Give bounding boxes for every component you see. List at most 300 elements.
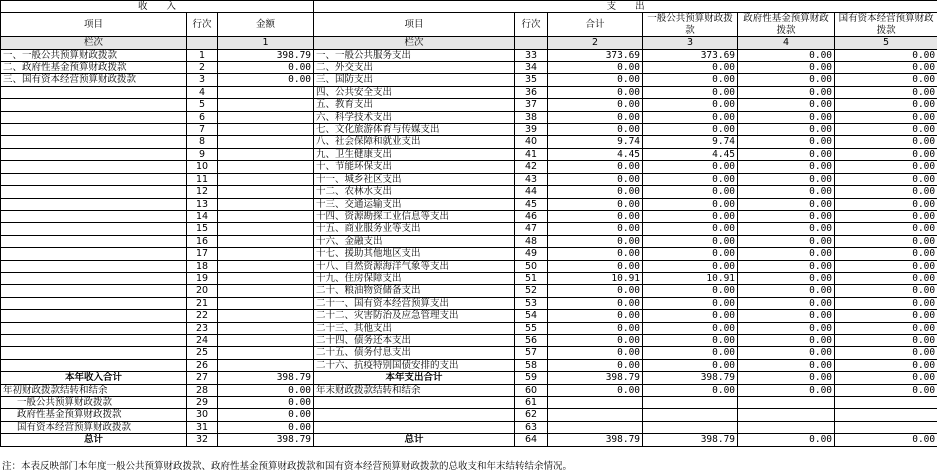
expense-row-no-cell: 55 — [515, 322, 548, 334]
income-amount-cell: 0.00 — [218, 74, 314, 86]
summary-income-item: 政府性基金预算财政拨款 — [1, 409, 187, 421]
state-capital-cell: 0.00 — [835, 49, 937, 61]
income-item-cell — [1, 235, 187, 247]
expense-item-cell: 七、文化旅游体育与传媒支出 — [314, 124, 515, 136]
income-item-cell — [1, 310, 187, 322]
table-row — [1, 210, 937, 222]
expense-item-cell: 二、外交支出 — [314, 62, 515, 74]
gov-fund-cell: 0.00 — [738, 359, 835, 371]
state-capital-cell: 0.00 — [835, 186, 937, 198]
summary-gov-fund-cell — [738, 421, 835, 433]
expense-row-no-cell: 34 — [515, 62, 548, 74]
income-amount-cell — [218, 322, 314, 334]
total-cell: 0.00 — [548, 173, 643, 185]
income-section-title: 收 入 — [1, 1, 314, 13]
summary-total-cell — [548, 397, 643, 409]
expense-col-label-blank — [515, 37, 548, 49]
gov-fund-cell: 0.00 — [738, 223, 835, 235]
general-budget-cell: 0.00 — [643, 186, 738, 198]
gov-fund-cell: 0.00 — [738, 136, 835, 148]
state-capital-cell: 0.00 — [835, 310, 937, 322]
summary-income-amount: 398.79 — [218, 372, 314, 384]
summary-gov-fund-cell: 0.00 — [738, 384, 835, 396]
table-row — [1, 49, 937, 61]
expense-row-no-cell: 47 — [515, 223, 548, 235]
summary-general-budget-cell — [643, 421, 738, 433]
general-budget-cell: 0.00 — [643, 322, 738, 334]
gov-fund-header: 政府性基金预算财政拨款 — [738, 13, 835, 37]
summary-expense-row-no: 62 — [515, 409, 548, 421]
income-amount-cell — [218, 235, 314, 247]
expense-row-no-cell: 49 — [515, 248, 548, 260]
state-capital-cell: 0.00 — [835, 347, 937, 359]
expense-item-header: 项目 — [314, 13, 515, 37]
general-budget-cell: 0.00 — [643, 124, 738, 136]
total-cell: 0.00 — [548, 260, 643, 272]
summary-expense-item — [314, 409, 515, 421]
summary-row — [1, 409, 937, 421]
col-num-2: 2 — [548, 37, 643, 49]
summary-row — [1, 421, 937, 433]
summary-income-row-no: 31 — [187, 421, 218, 433]
state-capital-cell: 0.00 — [835, 198, 937, 210]
income-item-cell — [1, 210, 187, 222]
general-budget-cell: 0.00 — [643, 260, 738, 272]
general-budget-cell: 0.00 — [643, 334, 738, 346]
state-capital-cell: 0.00 — [835, 334, 937, 346]
expense-row-no-cell: 43 — [515, 173, 548, 185]
expense-item-cell: 二十、粮油物资储备支出 — [314, 285, 515, 297]
state-capital-cell: 0.00 — [835, 297, 937, 309]
state-capital-cell: 0.00 — [835, 111, 937, 123]
expense-row-no-cell: 56 — [515, 334, 548, 346]
total-cell: 0.00 — [548, 334, 643, 346]
expense-item-cell: 二十一、国有资本经营预算支出 — [314, 297, 515, 309]
summary-total-cell: 398.79 — [548, 434, 643, 446]
gov-fund-cell: 0.00 — [738, 62, 835, 74]
table-row — [1, 198, 937, 210]
gov-fund-cell: 0.00 — [738, 272, 835, 284]
expense-row-no-cell: 40 — [515, 136, 548, 148]
expense-row-no-cell: 58 — [515, 359, 548, 371]
general-budget-cell: 373.69 — [643, 49, 738, 61]
expense-item-cell: 十、节能环保支出 — [314, 161, 515, 173]
expense-item-cell: 十七、援助其他地区支出 — [314, 248, 515, 260]
state-capital-cell: 0.00 — [835, 260, 937, 272]
table-row — [1, 86, 937, 98]
general-budget-cell: 0.00 — [643, 173, 738, 185]
table-row — [1, 347, 937, 359]
income-item-cell — [1, 86, 187, 98]
expense-row-no-cell: 39 — [515, 124, 548, 136]
expense-item-cell: 四、公共安全支出 — [314, 86, 515, 98]
income-row-no-cell: 21 — [187, 297, 218, 309]
expense-row-no-cell: 44 — [515, 186, 548, 198]
income-item-cell — [1, 334, 187, 346]
expense-row-no-cell: 52 — [515, 285, 548, 297]
table-row — [1, 111, 937, 123]
income-amount-cell — [218, 334, 314, 346]
summary-state-capital-cell — [835, 409, 937, 421]
income-item-cell — [1, 248, 187, 260]
expense-item-cell: 十六、金融支出 — [314, 235, 515, 247]
summary-expense-row-no: 60 — [515, 384, 548, 396]
expense-item-cell: 十二、农林水支出 — [314, 186, 515, 198]
income-amount-header: 金额 — [218, 13, 314, 37]
table-footnote: 注：本表反映部门本年度一般公共预算财政拨款、政府性基金预算财政拨款和国有资本经营预算财政拨款的总收支和年末结转结余情况。 — [2, 458, 572, 472]
total-cell: 0.00 — [548, 322, 643, 334]
state-capital-cell: 0.00 — [835, 124, 937, 136]
income-amount-cell — [218, 272, 314, 284]
income-item-cell — [1, 99, 187, 111]
gov-fund-cell: 0.00 — [738, 49, 835, 61]
income-amount-cell — [218, 99, 314, 111]
table-row — [1, 124, 937, 136]
income-amount-cell — [218, 148, 314, 160]
total-header: 合计 — [548, 13, 643, 37]
summary-income-row-no: 28 — [187, 384, 218, 396]
income-row-no-cell: 12 — [187, 186, 218, 198]
total-cell: 373.69 — [548, 49, 643, 61]
total-cell: 0.00 — [548, 210, 643, 222]
expense-item-cell: 十五、商业服务业等支出 — [314, 223, 515, 235]
summary-expense-row-no: 61 — [515, 397, 548, 409]
gov-fund-cell: 0.00 — [738, 310, 835, 322]
state-capital-cell: 0.00 — [835, 322, 937, 334]
summary-general-budget-cell: 398.79 — [643, 434, 738, 446]
income-item-cell — [1, 347, 187, 359]
total-cell: 0.00 — [548, 285, 643, 297]
general-budget-cell: 0.00 — [643, 310, 738, 322]
summary-income-item: 国有资本经营预算财政拨款 — [1, 421, 187, 433]
expense-row-no-cell: 41 — [515, 148, 548, 160]
summary-row — [1, 384, 937, 396]
expense-item-cell: 五、教育支出 — [314, 99, 515, 111]
income-amount-cell — [218, 173, 314, 185]
income-item-cell — [1, 359, 187, 371]
state-capital-cell: 0.00 — [835, 173, 937, 185]
total-cell: 10.91 — [548, 272, 643, 284]
summary-income-amount: 398.79 — [218, 434, 314, 446]
summary-state-capital-cell — [835, 397, 937, 409]
income-amount-cell — [218, 111, 314, 123]
summary-income-amount: 0.00 — [218, 409, 314, 421]
summary-total-cell: 0.00 — [548, 384, 643, 396]
income-row-no-cell: 17 — [187, 248, 218, 260]
state-capital-header: 国有资本经营预算财政拨款 — [835, 13, 937, 37]
expense-row-no-cell: 45 — [515, 198, 548, 210]
state-capital-cell: 0.00 — [835, 272, 937, 284]
summary-state-capital-cell: 0.00 — [835, 384, 937, 396]
gov-fund-cell: 0.00 — [738, 148, 835, 160]
state-capital-cell: 0.00 — [835, 86, 937, 98]
general-budget-cell: 0.00 — [643, 86, 738, 98]
summary-gov-fund-cell — [738, 409, 835, 421]
total-cell: 0.00 — [548, 248, 643, 260]
income-amount-cell — [218, 359, 314, 371]
summary-income-row-no: 27 — [187, 372, 218, 384]
income-item-cell: 三、国有资本经营预算财政拨款 — [1, 74, 187, 86]
expense-section-title: 支 出 — [314, 1, 937, 13]
expense-row-no-cell: 38 — [515, 111, 548, 123]
total-cell: 0.00 — [548, 86, 643, 98]
summary-income-item: 年初财政拨款结转和结余 — [1, 384, 187, 396]
summary-gov-fund-cell — [738, 397, 835, 409]
income-item-cell — [1, 148, 187, 160]
gov-fund-cell: 0.00 — [738, 334, 835, 346]
expense-row-no-cell: 35 — [515, 74, 548, 86]
state-capital-cell: 0.00 — [835, 235, 937, 247]
income-item-cell — [1, 161, 187, 173]
general-budget-cell: 0.00 — [643, 285, 738, 297]
income-item-header: 项目 — [1, 13, 187, 37]
state-capital-cell: 0.00 — [835, 148, 937, 160]
income-row-no-cell: 16 — [187, 235, 218, 247]
summary-income-item: 一般公共预算财政拨款 — [1, 397, 187, 409]
expense-item-cell: 十九、住房保障支出 — [314, 272, 515, 284]
income-row-no-cell: 6 — [187, 111, 218, 123]
income-amount-cell: 398.79 — [218, 49, 314, 61]
summary-expense-row-no: 64 — [515, 434, 548, 446]
income-item-cell — [1, 223, 187, 235]
income-item-cell — [1, 297, 187, 309]
summary-income-item: 本年收入合计 — [1, 372, 187, 384]
summary-gov-fund-cell: 0.00 — [738, 372, 835, 384]
summary-income-row-no: 32 — [187, 434, 218, 446]
income-row-no-cell: 24 — [187, 334, 218, 346]
state-capital-cell: 0.00 — [835, 223, 937, 235]
general-budget-cell: 0.00 — [643, 248, 738, 260]
summary-expense-row-no: 63 — [515, 421, 548, 433]
table-row — [1, 285, 937, 297]
summary-expense-item: 总计 — [314, 434, 515, 446]
general-budget-cell: 0.00 — [643, 347, 738, 359]
state-capital-cell: 0.00 — [835, 285, 937, 297]
general-budget-cell: 0.00 — [643, 235, 738, 247]
income-row-no-cell: 10 — [187, 161, 218, 173]
summary-state-capital-cell: 0.00 — [835, 372, 937, 384]
general-budget-cell: 0.00 — [643, 198, 738, 210]
income-row-no-cell: 19 — [187, 272, 218, 284]
income-item-cell — [1, 111, 187, 123]
income-amount-cell — [218, 260, 314, 272]
expense-row-no-cell: 50 — [515, 260, 548, 272]
income-item-cell — [1, 272, 187, 284]
income-row-no-cell: 9 — [187, 148, 218, 160]
summary-general-budget-cell — [643, 397, 738, 409]
table-row — [1, 161, 937, 173]
income-col-label: 栏次 — [1, 37, 187, 49]
income-amount-cell — [218, 124, 314, 136]
general-budget-cell: 0.00 — [643, 74, 738, 86]
summary-expense-item: 年末财政拨款结转和结余 — [314, 384, 515, 396]
table-row — [1, 359, 937, 371]
table-row — [1, 334, 937, 346]
income-row-no-cell: 15 — [187, 223, 218, 235]
income-amount-cell — [218, 310, 314, 322]
income-item-cell — [1, 136, 187, 148]
gov-fund-cell: 0.00 — [738, 111, 835, 123]
income-amount-cell — [218, 86, 314, 98]
expense-item-cell: 九、卫生健康支出 — [314, 148, 515, 160]
expense-row-no-cell: 33 — [515, 49, 548, 61]
income-row-no-cell: 11 — [187, 173, 218, 185]
summary-total-cell: 398.79 — [548, 372, 643, 384]
income-row-no-cell: 13 — [187, 198, 218, 210]
gov-fund-cell: 0.00 — [738, 74, 835, 86]
col-num-4: 4 — [738, 37, 835, 49]
expense-item-cell: 十四、资源勘探工业信息等支出 — [314, 210, 515, 222]
total-cell: 0.00 — [548, 198, 643, 210]
col-num-3: 3 — [643, 37, 738, 49]
gov-fund-cell: 0.00 — [738, 285, 835, 297]
total-cell: 9.74 — [548, 136, 643, 148]
summary-gov-fund-cell: 0.00 — [738, 434, 835, 446]
income-amount-cell — [218, 248, 314, 260]
income-item-cell — [1, 124, 187, 136]
income-amount-cell — [218, 297, 314, 309]
table-row — [1, 297, 937, 309]
expense-col-label: 栏次 — [314, 37, 515, 49]
table-row — [1, 235, 937, 247]
summary-state-capital-cell: 0.00 — [835, 434, 937, 446]
expense-item-cell: 一、一般公共服务支出 — [314, 49, 515, 61]
expense-row-no-cell: 36 — [515, 86, 548, 98]
summary-income-amount: 0.00 — [218, 397, 314, 409]
table-row — [1, 62, 937, 74]
income-amount-cell — [218, 210, 314, 222]
income-item-cell: 二、政府性基金预算财政拨款 — [1, 62, 187, 74]
total-cell: 4.45 — [548, 148, 643, 160]
income-row-no-cell: 23 — [187, 322, 218, 334]
income-item-cell: 一、一般公共预算财政拨款 — [1, 49, 187, 61]
expense-item-cell: 二十四、债务还本支出 — [314, 334, 515, 346]
expense-row-no-cell: 37 — [515, 99, 548, 111]
total-cell: 0.00 — [548, 347, 643, 359]
expense-row-no-cell: 42 — [515, 161, 548, 173]
income-row-no-cell: 26 — [187, 359, 218, 371]
state-capital-cell: 0.00 — [835, 99, 937, 111]
income-amount-cell — [218, 347, 314, 359]
expense-row-no-cell: 54 — [515, 310, 548, 322]
income-row-no-cell: 22 — [187, 310, 218, 322]
expense-item-cell: 八、社会保障和就业支出 — [314, 136, 515, 148]
expense-item-cell: 六、科学技术支出 — [314, 111, 515, 123]
gov-fund-cell: 0.00 — [738, 210, 835, 222]
gov-fund-cell: 0.00 — [738, 322, 835, 334]
expense-row-no-cell: 51 — [515, 272, 548, 284]
general-budget-cell: 9.74 — [643, 136, 738, 148]
general-budget-cell: 0.00 — [643, 223, 738, 235]
total-cell: 0.00 — [548, 223, 643, 235]
expense-item-cell: 二十六、抗疫特别国债安排的支出 — [314, 359, 515, 371]
income-row-no-cell: 8 — [187, 136, 218, 148]
summary-general-budget-cell: 398.79 — [643, 372, 738, 384]
gov-fund-cell: 0.00 — [738, 297, 835, 309]
total-cell: 0.00 — [548, 124, 643, 136]
state-capital-cell: 0.00 — [835, 136, 937, 148]
income-amount-cell: 0.00 — [218, 62, 314, 74]
income-col-num-1: 1 — [218, 37, 314, 49]
table-row — [1, 272, 937, 284]
gov-fund-cell: 0.00 — [738, 173, 835, 185]
summary-row — [1, 372, 937, 384]
income-row-no-cell: 4 — [187, 86, 218, 98]
summary-general-budget-cell: 0.00 — [643, 384, 738, 396]
income-row-no-cell: 25 — [187, 347, 218, 359]
expense-item-cell: 三、国防支出 — [314, 74, 515, 86]
total-cell: 0.00 — [548, 359, 643, 371]
income-row-no-cell: 18 — [187, 260, 218, 272]
summary-state-capital-cell — [835, 421, 937, 433]
general-budget-cell: 4.45 — [643, 148, 738, 160]
table-row — [1, 186, 937, 198]
income-row-no-cell: 3 — [187, 74, 218, 86]
general-budget-cell: 0.00 — [643, 161, 738, 173]
total-cell: 0.00 — [548, 235, 643, 247]
summary-income-row-no: 29 — [187, 397, 218, 409]
state-capital-cell: 0.00 — [835, 359, 937, 371]
income-row-no-cell: 2 — [187, 62, 218, 74]
income-amount-cell — [218, 198, 314, 210]
gov-fund-cell: 0.00 — [738, 248, 835, 260]
expense-row-no-header: 行次 — [515, 13, 548, 37]
income-row-no-cell: 7 — [187, 124, 218, 136]
state-capital-cell: 0.00 — [835, 210, 937, 222]
total-cell: 0.00 — [548, 161, 643, 173]
table-row — [1, 148, 937, 160]
summary-income-item: 总计 — [1, 434, 187, 446]
income-item-cell — [1, 186, 187, 198]
expense-item-cell: 二十二、灾害防治及应急管理支出 — [314, 310, 515, 322]
income-item-cell — [1, 285, 187, 297]
state-capital-cell: 0.00 — [835, 62, 937, 74]
table-row — [1, 248, 937, 260]
expense-item-cell: 二十五、债务付息支出 — [314, 347, 515, 359]
general-budget-cell: 0.00 — [643, 99, 738, 111]
summary-row — [1, 434, 937, 446]
summary-row — [1, 397, 937, 409]
income-row-no-cell: 14 — [187, 210, 218, 222]
state-capital-cell: 0.00 — [835, 248, 937, 260]
expense-item-cell: 十八、自然资源海洋气象等支出 — [314, 260, 515, 272]
expense-item-cell: 十一、城乡社区支出 — [314, 173, 515, 185]
gov-fund-cell: 0.00 — [738, 99, 835, 111]
income-col-label-blank — [187, 37, 218, 49]
income-amount-cell — [218, 285, 314, 297]
summary-income-amount: 0.00 — [218, 421, 314, 433]
state-capital-cell: 0.00 — [835, 161, 937, 173]
gov-fund-cell: 0.00 — [738, 347, 835, 359]
income-amount-cell — [218, 223, 314, 235]
total-cell: 0.00 — [548, 297, 643, 309]
summary-total-cell — [548, 421, 643, 433]
table-row — [1, 322, 937, 334]
table-row — [1, 310, 937, 322]
income-amount-cell — [218, 136, 314, 148]
general-budget-cell: 0.00 — [643, 359, 738, 371]
income-item-cell — [1, 322, 187, 334]
gov-fund-cell: 0.00 — [738, 186, 835, 198]
total-cell: 0.00 — [548, 111, 643, 123]
summary-expense-item — [314, 421, 515, 433]
gov-fund-cell: 0.00 — [738, 260, 835, 272]
general-budget-cell: 0.00 — [643, 210, 738, 222]
general-budget-cell: 0.00 — [643, 62, 738, 74]
table-row — [1, 99, 937, 111]
income-item-cell — [1, 173, 187, 185]
summary-expense-item — [314, 397, 515, 409]
